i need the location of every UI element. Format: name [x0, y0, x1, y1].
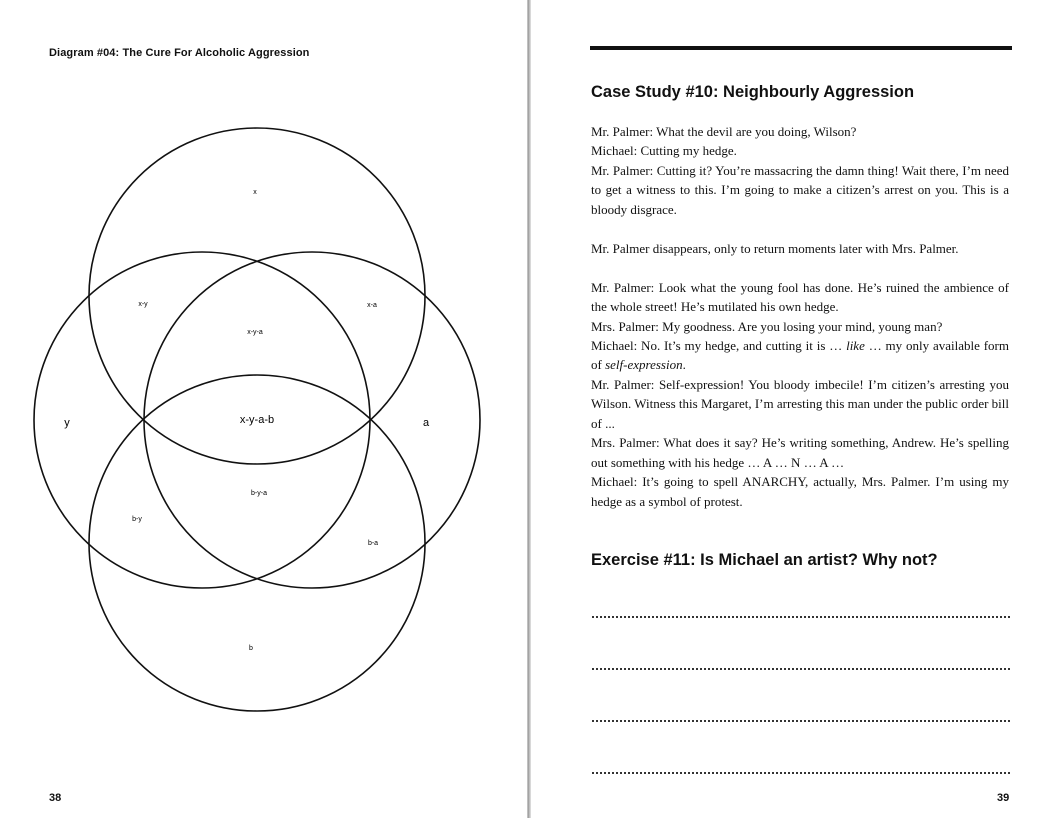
exercise-title: Exercise #11: Is Michael an artist? Why not? — [591, 551, 938, 569]
label-b-y-a: b-y-a — [251, 490, 267, 497]
paragraph: Mr. Palmer: Self-expression! You bloody imbecile! I’m citizen’s arresting you Wilson. Witness this Margaret, I’m arresting this man under the public order bill of ... — [591, 376, 1009, 431]
case-study-title: Case Study #10: Neighbourly Aggression — [591, 83, 915, 101]
paragraph: Mr. Palmer: Look what the young fool has done. He’s ruined the ambience of the whole street! He’s mutilated his own hedge. — [591, 279, 1009, 315]
label-x-y-a-b: x-y-a-b — [239, 414, 275, 426]
label-b-a: b-a — [367, 540, 379, 547]
paragraph: Michael: It’s going to spell ANARCHY, actually, Mrs. Palmer. I’m using my hedge as a symbol of protest. — [591, 474, 1009, 509]
label-a: a — [422, 417, 430, 429]
label-x: x — [253, 189, 257, 196]
left-page — [0, 0, 527, 818]
paragraph-michael-expression — [591, 336, 1009, 375]
dialogue-text — [591, 122, 1009, 511]
paragraph: Mr. Palmer: Cutting it? You’re massacring the damn thing! Wait there, I’m need to get a witness to this. I’m going to make a citizen’s arrest on you. This is a bloody disgrace. — [591, 162, 1009, 217]
italic-word-self-expression: self-expression — [605, 357, 683, 373]
answer-line-2[interactable] — [592, 668, 1010, 670]
italic-word-like: like — [846, 337, 865, 353]
label-x-y-a: x-y-a — [247, 329, 263, 336]
label-x-a: x-a — [367, 302, 377, 309]
paragraph: Mr. Palmer disappears, only to return moments later with Mrs. Palmer. — [591, 240, 959, 256]
paragraph: Mr. Palmer: What the devil are you doing, Wilson? — [591, 124, 857, 139]
answer-line-3[interactable] — [592, 720, 1010, 722]
paragraph: Mrs. Palmer: My goodness. Are you losing your mind, young man? — [591, 318, 943, 334]
circle-y — [34, 252, 370, 588]
text-segment: . — [682, 357, 686, 373]
right-page — [531, 0, 1059, 818]
paragraph: Michael: Cutting my hedge. — [591, 143, 737, 159]
label-b: b — [249, 645, 253, 652]
venn-diagram — [0, 0, 527, 818]
page-number-right: 39 — [997, 792, 1010, 804]
paragraph: Mrs. Palmer: What does it say? He’s writing something, Andrew. He’s spelling out something with his hedge … A … N … A … — [591, 435, 1009, 470]
top-rule — [590, 46, 1012, 50]
text-segment: … my only available form of — [591, 337, 1009, 373]
diagram-title: Diagram #04: The Cure For Alcoholic Aggression — [49, 47, 310, 59]
circle-a — [144, 252, 480, 588]
label-x-y: x-y — [138, 301, 148, 308]
label-b-y: b-y — [132, 516, 142, 523]
answer-line-1[interactable] — [592, 616, 1010, 618]
text-segment: Michael: No. It’s my hedge, and cutting it is … — [591, 337, 847, 353]
answer-line-4[interactable] — [592, 772, 1010, 774]
page-number-left: 38 — [49, 792, 62, 804]
label-y: y — [64, 417, 70, 429]
